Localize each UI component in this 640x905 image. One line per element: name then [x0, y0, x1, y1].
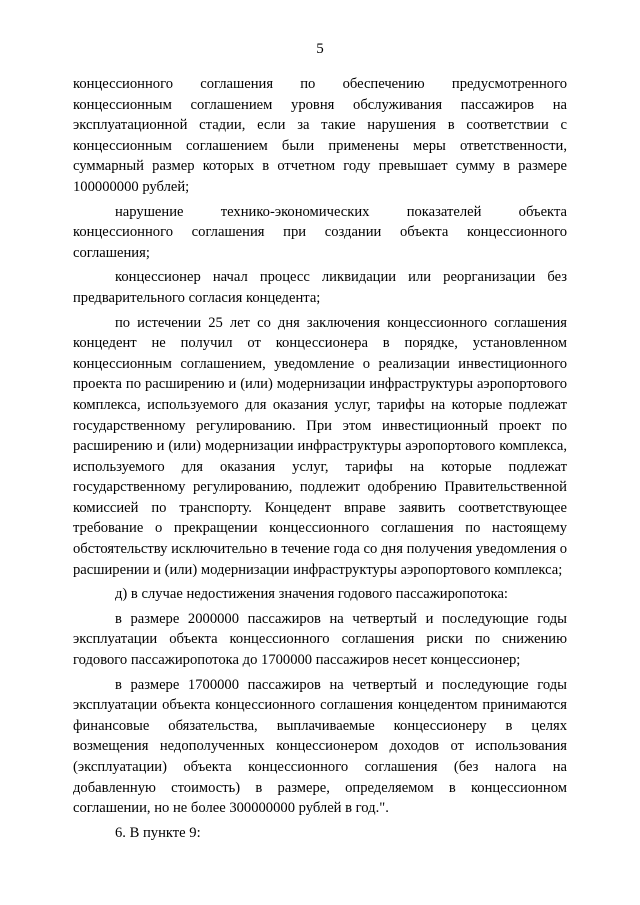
- paragraph-2: нарушение технико-экономических показателей объекта концессионного соглашения при создании объекта концессионного соглашения;: [73, 203, 567, 261]
- paragraph-1: концессионного соглашения по обеспечению предусмотренного концессионным соглашением уровня обслуживания пассажиров на эксплуатационной стадии, если за такие нарушения в соответствии с концессионным соглашением были применены меры ответственности, суммарный размер которых в отчетном году превышает сумму в размере 100000000 рублей;: [73, 76, 567, 195]
- page-number: 5: [316, 41, 324, 57]
- document-body: [73, 74, 567, 843]
- paragraph-6: в размере 2000000 пассажиров на четвертый и последующие годы эксплуатации объекта концессионного соглашения риски по снижению годового пассажиропотока до 1700000 пассажиров несет концессионер;: [73, 610, 567, 669]
- paragraph-7: в размере 1700000 пассажиров на четвертый и последующие годы эксплуатации объекта концессионного соглашения концедентом принимаются финансовые обязательства, выплачиваемые концессионеру в целях возмещения недополученных концессионером доходов от использования (эксплуатации) объекта концессионного соглашения (без налога на добавленную стоимость) в размере, определяемом в концессионном соглашении, но не более 300000000 рублей в год.".: [73, 676, 567, 817]
- paragraph-8: 6. В пункте 9:: [115, 824, 201, 841]
- paragraph-3: концессионер начал процесс ликвидации или реорганизации без предварительного согласия концедента;: [73, 269, 567, 306]
- paragraph-4: по истечении 25 лет со дня заключения концессионного соглашения концедент не получил от концессионера в порядке, установленном концессионным соглашением, уведомление о реализации инвестиционного проекта по расширению и (или) модернизации инфраструктуры аэропортового комплекса, используемого для оказания услуг, тарифы на которые подлежат государственному регулированию. При этом инвестиционный проект по расширению и (или) модернизации инфраструктуры аэропортового комплекса, используемого для оказания услуг, тарифы на которые подлежат государственному регулированию, подлежит одобрению Правительственной комиссией по транспорту. Концедент вправе заявить соответствующее требование о прекращении концессионного соглашения по настоящему обстоятельству исключительно в течение года со дня получения уведомления о расширении и (или) модернизации инфраструктуры аэропортового комплекса;: [73, 314, 567, 578]
- paragraph-5: д) в случае недостижения значения годового пассажиропотока:: [115, 586, 508, 603]
